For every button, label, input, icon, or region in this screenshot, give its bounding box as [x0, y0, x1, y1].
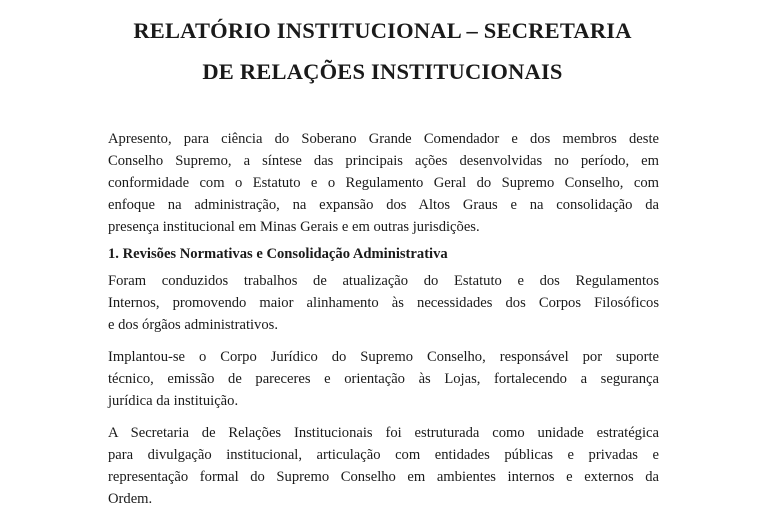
intro-line: Apresento, para ciência do Soberano Grande Comendador e dos membros deste — [108, 131, 659, 147]
document-title-line-2: DE RELAÇÕES INSTITUCIONAIS — [202, 59, 563, 84]
intro-line: conformidade com o Estatuto e o Regulamento Geral do Supremo Conselho, com — [108, 175, 659, 191]
paragraph-line: A Secretaria de Relações Institucionais foi estruturada como unidade estratégica — [108, 425, 659, 441]
paragraph-line: Implantou-se o Corpo Jurídico do Supremo Conselho, responsável por suporte — [108, 349, 659, 365]
section-1-paragraph-3 — [108, 422, 659, 505]
section-1-paragraph-1 — [108, 270, 659, 336]
intro-line: Conselho Supremo, a síntese das principais ações desenvolvidas no período, em — [108, 153, 659, 169]
paragraph-line: jurídica da instituição. — [108, 393, 239, 409]
section-1-paragraph-2 — [108, 346, 659, 412]
paragraph-line: representação formal do Supremo Conselho em ambientes internos e externos da — [108, 469, 659, 485]
document-body — [108, 128, 659, 505]
paragraph-line: Internos, promovendo maior alinhamento às necessidades dos Corpos Filosóficos — [108, 295, 659, 311]
section-1-heading: 1. Revisões Normativas e Consolidação Administrativa — [108, 246, 448, 262]
paragraph-line: técnico, emissão de pareceres e orientação às Lojas, fortalecendo a segurança — [108, 371, 659, 387]
paragraph-line: Foram conduzidos trabalhos de atualização do Estatuto e dos Regulamentos — [108, 273, 659, 289]
paragraph-line: para divulgação institucional, articulação com entidades públicas e privadas e — [108, 447, 659, 463]
document-title-line-1: RELATÓRIO INSTITUCIONAL – SECRETARIA — [133, 18, 632, 43]
intro-line: enfoque na administração, na expansão dos Altos Graus e na consolidação da — [108, 197, 659, 213]
intro-paragraph — [108, 128, 659, 238]
intro-line: presença institucional em Minas Gerais e em outras jurisdições. — [108, 219, 480, 235]
paragraph-line: e dos órgãos administrativos. — [108, 317, 278, 333]
paragraph-line: Ordem. — [108, 491, 153, 505]
